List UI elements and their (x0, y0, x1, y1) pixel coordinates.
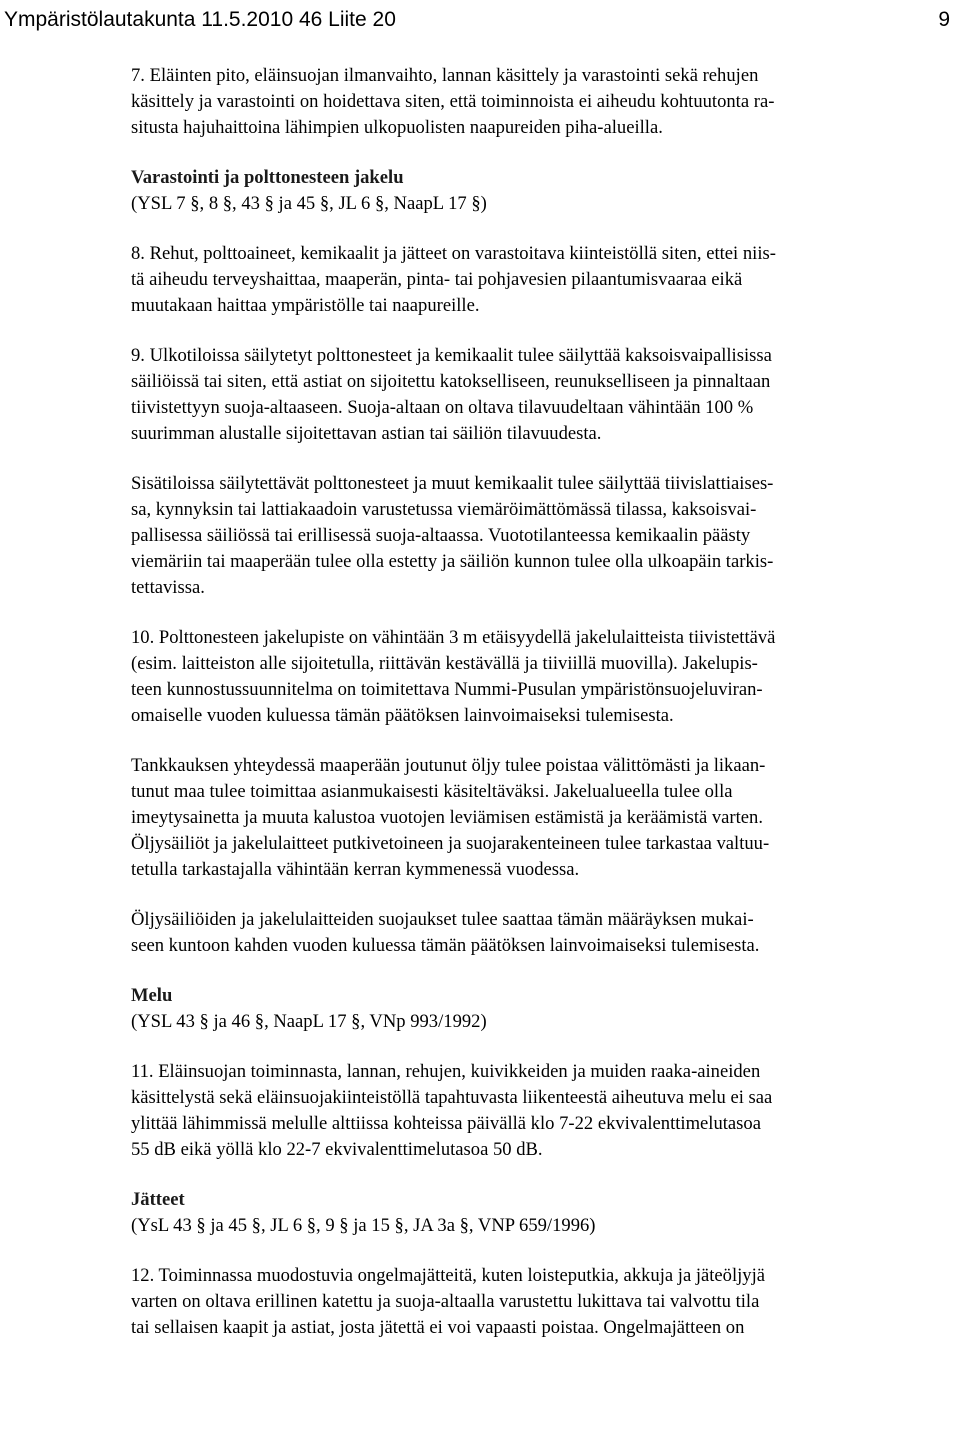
text-line: käsittely ja varastointi on hoidettava siten, että toiminnoista ei aiheudu kohtuutonta ra- (131, 91, 775, 112)
text-line: 7. Eläinten pito, eläinsuojan ilmanvaihto, lannan käsittely ja varastointi sekä rehujen (131, 65, 759, 86)
text-line: omaiselle vuoden kuluessa tämän päätöksen lainvoimaiseksi tulemisesta. (131, 705, 674, 726)
text-line: teen kunnostussuunnitelma on toimitettava Nummi-Pusulan ympäristönsuojeluviran- (131, 679, 763, 700)
paragraph-spacer (131, 447, 952, 471)
text-line: tettavissa. (131, 577, 205, 598)
section-heading: Varastointi ja polttonesteen jakelu (131, 167, 404, 188)
paragraph-spacer (131, 217, 952, 241)
paragraph-spacer (131, 1163, 952, 1187)
paragraph-spacer (131, 141, 952, 165)
text-line: muutakaan haittaa ympäristölle tai naapureille. (131, 295, 480, 316)
text-line: (YSL 7 §, 8 §, 43 § ja 45 §, JL 6 §, NaapL 17 §) (131, 193, 487, 214)
paragraph-spacer (131, 883, 952, 907)
text-line: varten on oltava erillinen katettu ja suoja-altaalla varustettu lukittava tai valvottu tila (131, 1291, 760, 1312)
text-line: Öljysäiliöt ja jakelulaitteet putkivetoineen ja suojarakenteineen tulee tarkastaa valtuu- (131, 833, 770, 854)
paragraph-spacer (131, 1035, 952, 1059)
text-line: (YsL 43 § ja 45 §, JL 6 §, 9 § ja 15 §, JA 3a §, VNP 659/1996) (131, 1215, 596, 1236)
text-line: viemäriin tai maaperään tulee olla estetty ja säiliön kunnon tulee olla ulkoapäin tarkis- (131, 551, 774, 572)
text-line: tai sellaisen kaapit ja astiat, josta jätettä ei voi vapaasti poistaa. Ongelmajätteen on (131, 1317, 745, 1338)
text-line: imeytysainetta ja muuta kalustoa vuotojen leviämisen estämistä ja keräämistä varten. (131, 807, 763, 828)
paragraph-spacer (131, 601, 952, 625)
text-line: pallisessa säiliössä tai erillisessä suoja-altaassa. Vuototilanteessa kemikaalin päästy (131, 525, 751, 546)
text-line: ylittää lähimmissä melulle alttiissa kohteissa päivällä klo 7-22 ekvivalenttimelutasoa (131, 1113, 761, 1134)
text-line: Tankkauksen yhteydessä maaperään joutunut öljy tulee poistaa välittömästi ja likaan- (131, 755, 766, 776)
text-line: 8. Rehut, polttoaineet, kemikaalit ja jätteet on varastoitava kiinteistöllä siten, ettei niis- (131, 243, 776, 264)
text-line: tiivistettyyn suoja-altaaseen. Suoja-altaan on oltava tilavuudeltaan vähintään 100 % (131, 397, 754, 418)
section-heading: Melu (131, 985, 173, 1006)
section-heading: Jätteet (131, 1189, 185, 1210)
text-line: 55 dB eikä yöllä klo 22-7 ekvivalenttimelutasoa 50 dB. (131, 1139, 543, 1160)
paragraph-spacer (131, 959, 952, 983)
text-line: 10. Polttonesteen jakelupiste on vähintään 3 m etäisyydellä jakelulaitteista tiivistettävä (131, 627, 776, 648)
text-line: käsittelystä sekä eläinsuojakiinteistöllä tapahtuvasta liikenteestä aiheutuva melu ei saa (131, 1087, 773, 1108)
text-line: Öljysäiliöiden ja jakelulaitteiden suojaukset tulee saattaa tämän määräyksen mukai- (131, 909, 754, 930)
text-line: suurimman alustalle sijoitettavan astian tai säiliön tilavuudesta. (131, 423, 602, 444)
paragraph-spacer (131, 729, 952, 753)
page-number: 9 (938, 8, 950, 31)
text-line: sa, kynnyksin tai lattiakaadoin varustetussa viemäröimättömässä tilassa, kaksoisvai- (131, 499, 757, 520)
text-line: 9. Ulkotiloissa säilytetyt polttonesteet ja kemikaalit tulee säilyttää kaksoisvaipallisissa (131, 345, 772, 366)
text-line: (YSL 43 § ja 46 §, NaapL 17 §, VNp 993/1992) (131, 1011, 487, 1032)
text-line: tunut maa tulee toimittaa asianmukaisesti käsiteltäväksi. Jakelualueella tulee olla (131, 781, 733, 802)
text-line: 12. Toiminnassa muodostuvia ongelmajätteitä, kuten loisteputkia, akkuja ja jäteöljyjä (131, 1265, 766, 1286)
text-line: situsta hajuhaittoina lähimpien ulkopuolisten naapureiden piha-alueilla. (131, 117, 663, 138)
text-line: tä aiheudu terveyshaittaa, maaperän, pinta- tai pohjavesien pilaantumisvaaraa eikä (131, 269, 743, 290)
text-line: tetulla tarkastajalla vähintään kerran kymmenessä vuodessa. (131, 859, 580, 880)
page-header (0, 0, 960, 40)
paragraph-spacer (131, 319, 952, 343)
paragraph-spacer (131, 1239, 952, 1263)
text-line: Sisätiloissa säilytettävät polttonesteet ja muut kemikaalit tulee säilyttää tiivislattiaises- (131, 473, 774, 494)
text-line: säiliöissä tai siten, että astiat on sijoitettu katokselliseen, reunukselliseen ja pinnaltaan (131, 371, 771, 392)
document-body (131, 63, 952, 1341)
text-line: 11. Eläinsuojan toiminnasta, lannan, rehujen, kuivikkeiden ja muiden raaka-aineiden (131, 1061, 761, 1082)
text-line: (esim. laitteiston alle sijoitetulla, riittävän kestävällä ja tiiviillä muovilla). Jakelupis- (131, 653, 758, 674)
text-line: seen kuntoon kahden vuoden kuluessa tämän päätöksen lainvoimaiseksi tulemisesta. (131, 935, 760, 956)
header-title: Ympäristölautakunta 11.5.2010 46 Liite 20 (4, 8, 396, 31)
